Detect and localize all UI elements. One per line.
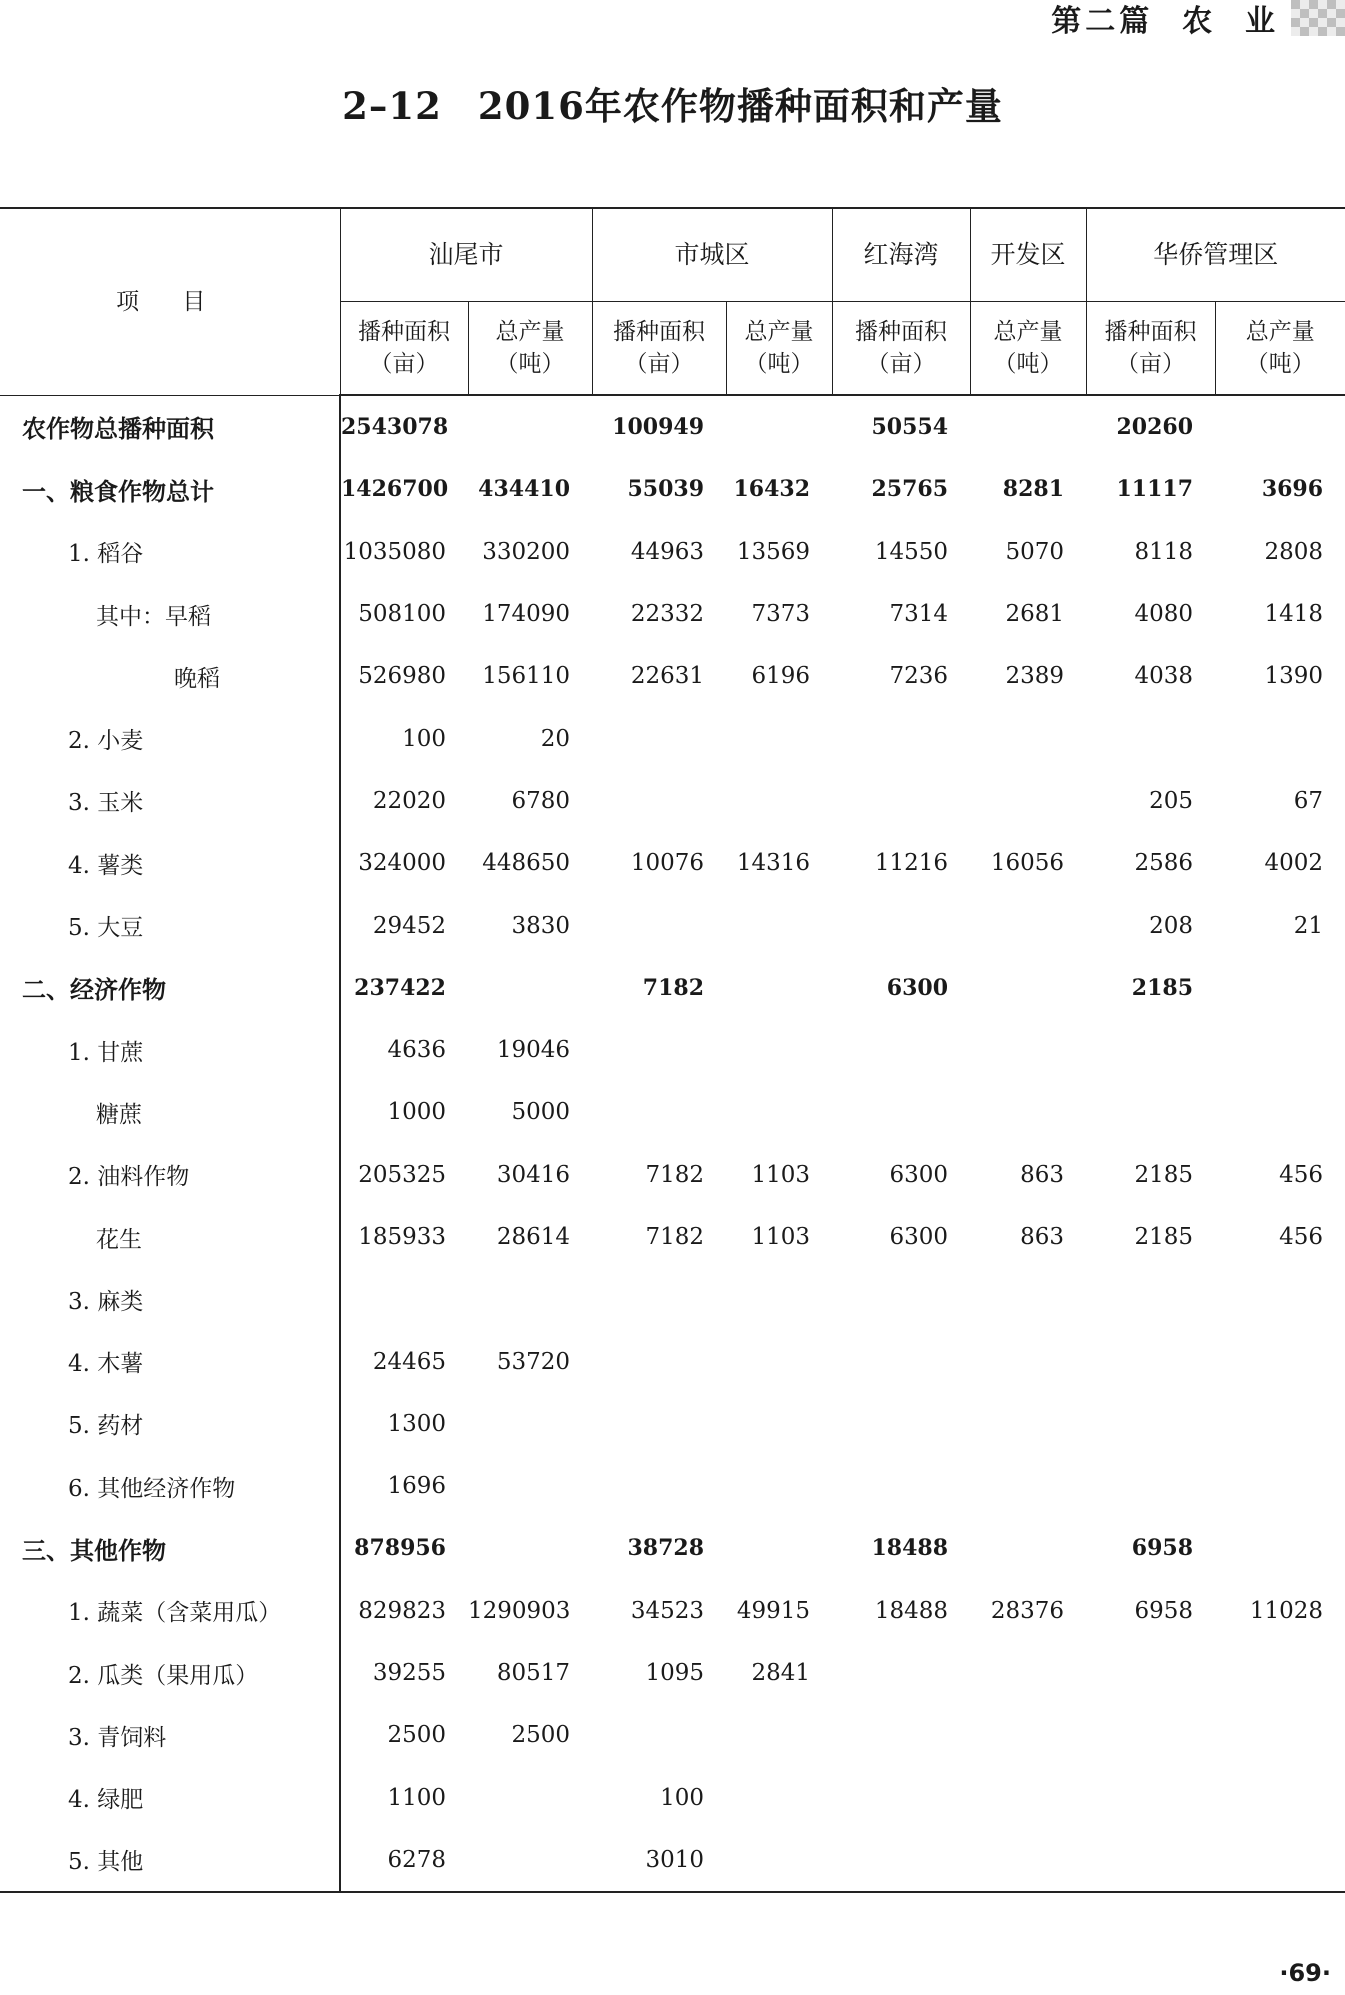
table-cell: 21 [1293, 912, 1324, 939]
table-cell: 30416 [496, 1161, 571, 1188]
table-cell [1086, 1642, 1215, 1704]
table-cell [832, 1455, 970, 1517]
table-cell: 1390 [1264, 663, 1324, 690]
table-cell [726, 1829, 832, 1892]
page-title [0, 76, 1345, 130]
table-row [0, 1019, 1345, 1081]
table-cell [468, 395, 592, 458]
table-cell: 13569 [736, 538, 811, 565]
table-cell: 20 [540, 725, 571, 752]
table-cell [592, 1455, 726, 1517]
table-cell: 4636 [387, 1037, 446, 1064]
table-cell: 185933 [358, 1224, 446, 1250]
table-title: 2016年农作物播种面积和产量 [477, 84, 1003, 128]
table-cell: 6278 [340, 1829, 468, 1892]
row-label: 4. 木薯 [0, 1330, 340, 1392]
table-row [0, 1767, 1345, 1829]
table-cell [832, 707, 970, 769]
table-cell: 29452 [372, 912, 446, 939]
table-cell: 863 [1020, 1224, 1065, 1250]
table-cell [1086, 1393, 1215, 1455]
table-cell: 205325 [358, 1161, 446, 1188]
table-cell [726, 1704, 832, 1766]
table-cell [832, 894, 970, 956]
page-number: ·69· [1279, 1959, 1331, 1987]
table-cell: 7182 [645, 1161, 705, 1188]
table-cell: 2185 [1134, 1161, 1194, 1188]
row-label: 2. 油料作物 [0, 1144, 340, 1206]
table-cell: 3830 [511, 912, 571, 939]
table-cell [970, 1642, 1086, 1704]
table-cell: 53720 [496, 1348, 571, 1375]
region-header-huaqiao: 华侨管理区 [1086, 208, 1345, 302]
table-cell: 1418 [1264, 601, 1324, 628]
table-cell [726, 957, 832, 1019]
table-cell [832, 1268, 970, 1330]
table-cell: 8118 [1134, 538, 1194, 565]
table-cell: 829823 [358, 1597, 446, 1624]
table-cell [1086, 1455, 1215, 1517]
table-cell [726, 1455, 832, 1517]
table-cell: 14316 [736, 850, 811, 877]
table-row [0, 1393, 1345, 1455]
subheader-area: 播种面积 （亩） [592, 302, 726, 396]
table-cell [1215, 957, 1345, 1019]
table-cell: 1000 [387, 1099, 446, 1126]
table-cell: 49915 [736, 1597, 811, 1624]
table-cell: 205 [1149, 787, 1194, 814]
table-cell [1086, 1330, 1215, 1392]
table-cell [970, 1081, 1086, 1143]
table-cell: 2500 [387, 1722, 446, 1749]
table-cell: 6780 [511, 787, 571, 814]
table-row [0, 1268, 1345, 1330]
table-cell [726, 894, 832, 956]
table-cell: 1095 [645, 1660, 705, 1687]
table-cell [1086, 707, 1215, 769]
table-cell [1215, 1081, 1345, 1143]
table-cell: 1300 [387, 1410, 446, 1437]
table-cell: 6958 [1134, 1597, 1194, 1624]
table-cell: 28376 [990, 1597, 1065, 1624]
row-label: 1. 甘蔗 [0, 1019, 340, 1081]
table-cell [1086, 1704, 1215, 1766]
table-cell [1215, 1268, 1345, 1330]
table-cell: 1290903 [468, 1597, 571, 1624]
table-cell: 50554 [871, 414, 949, 441]
table-cell: 67 [1293, 787, 1324, 814]
region-header-honghaiwan: 红海湾 [832, 208, 970, 302]
table-cell [592, 1704, 726, 1766]
row-label: 2. 小麦 [0, 707, 340, 769]
table-cell [970, 1393, 1086, 1455]
table-cell [726, 1330, 832, 1392]
subheader-output: 总产量 （吨） [970, 302, 1086, 396]
subheader-area: 播种面积 （亩） [832, 302, 970, 396]
table-cell [832, 1081, 970, 1143]
table-cell [592, 1019, 726, 1081]
table-cell: 39255 [372, 1660, 446, 1687]
table-cell: 18488 [871, 1535, 949, 1562]
table-cell [970, 770, 1086, 832]
table-cell: 28614 [496, 1224, 571, 1250]
row-label: 5. 药材 [0, 1393, 340, 1455]
table-cell [592, 894, 726, 956]
table-cell [468, 1517, 592, 1579]
table-cell: 11028 [1249, 1597, 1324, 1624]
table-cell: 6300 [889, 1161, 949, 1188]
table-row [0, 395, 1345, 458]
table-cell [468, 957, 592, 1019]
table-row [0, 707, 1345, 769]
table-cell [970, 1455, 1086, 1517]
table-cell: 7236 [889, 663, 949, 690]
table-cell: 19046 [496, 1037, 571, 1064]
table-cell: 508100 [358, 601, 446, 628]
table-cell: 22332 [630, 601, 705, 628]
table-cell [726, 1517, 832, 1579]
table-cell: 34523 [630, 1597, 705, 1624]
table-cell: 100949 [612, 414, 705, 441]
table-cell [1215, 1704, 1345, 1766]
table-cell: 7314 [889, 601, 949, 628]
table-cell: 2500 [511, 1722, 571, 1749]
table-cell: 3696 [1261, 476, 1324, 503]
table-cell: 2681 [1005, 601, 1065, 628]
table-cell: 22020 [372, 787, 446, 814]
table-cell [970, 894, 1086, 956]
table-cell [592, 1330, 726, 1392]
table-cell: 1426700 [341, 476, 449, 503]
table-row [0, 645, 1345, 707]
table-cell [468, 1767, 592, 1829]
table-cell: 6300 [889, 1224, 949, 1250]
table-cell [832, 1393, 970, 1455]
table-cell [1086, 1829, 1215, 1892]
table-cell: 24465 [372, 1348, 446, 1375]
item-column-header: 项 目 [0, 208, 340, 395]
table-cell [726, 770, 832, 832]
table-cell: 324000 [358, 850, 446, 877]
table-cell [1215, 1455, 1345, 1517]
table-cell: 2389 [1005, 663, 1065, 690]
table-cell [468, 1393, 592, 1455]
table-cell [340, 1268, 468, 1330]
region-header-kaifaqu: 开发区 [970, 208, 1086, 302]
table-cell: 174090 [482, 601, 571, 628]
table-cell [832, 770, 970, 832]
table-cell: 1035080 [343, 538, 446, 565]
table-cell: 44963 [630, 538, 705, 565]
table-cell: 25765 [871, 476, 949, 503]
table-cell: 2586 [1134, 850, 1194, 877]
table-cell [592, 1268, 726, 1330]
table-cell: 7182 [642, 974, 705, 1001]
table-row [0, 770, 1345, 832]
table-number: 2–12 [342, 84, 442, 128]
table-cell [1215, 1517, 1345, 1579]
table-cell: 55039 [627, 476, 705, 503]
table-cell: 1100 [387, 1784, 446, 1811]
table-cell: 208 [1149, 912, 1194, 939]
table-cell [468, 1268, 592, 1330]
table-cell: 4002 [1264, 850, 1324, 877]
table-cell: 100 [402, 725, 446, 752]
table-cell [726, 1081, 832, 1143]
table-cell [970, 1517, 1086, 1579]
table-cell: 100 [660, 1784, 705, 1811]
subheader-output: 总产量 （吨） [1215, 302, 1345, 396]
table-cell: 1103 [751, 1161, 811, 1188]
table-row [0, 1517, 1345, 1579]
table-cell [592, 1081, 726, 1143]
table-cell [468, 1829, 592, 1892]
subheader-area: 播种面积 （亩） [340, 302, 468, 396]
table-cell: 6300 [886, 974, 949, 1001]
table-row [0, 1206, 1345, 1268]
table-cell [1215, 1019, 1345, 1081]
table-cell: 20260 [1116, 414, 1194, 441]
row-label: 二、经济作物 [0, 957, 340, 1019]
table-cell: 2808 [1264, 538, 1324, 565]
table-cell [1086, 1767, 1215, 1829]
subheader-output: 总产量 （吨） [468, 302, 592, 396]
table-cell [726, 395, 832, 458]
row-label: 5. 其他 [0, 1829, 340, 1892]
row-label: 1. 蔬菜（含菜用瓜） [0, 1580, 340, 1642]
table-cell [1215, 395, 1345, 458]
table-cell [1086, 1081, 1215, 1143]
section-header [1051, 0, 1345, 39]
table-cell: 434410 [478, 476, 571, 503]
row-label: 1. 稻谷 [0, 521, 340, 583]
table-cell [726, 1019, 832, 1081]
table-cell [1215, 1642, 1345, 1704]
table-cell: 5070 [1005, 538, 1065, 565]
table-cell: 1103 [751, 1224, 811, 1250]
table-cell: 8281 [1002, 476, 1065, 503]
table-cell [1215, 1767, 1345, 1829]
table-row [0, 521, 1345, 583]
table-row [0, 1829, 1345, 1892]
table-cell [970, 1330, 1086, 1392]
table-cell [726, 1393, 832, 1455]
row-label: 三、其他作物 [0, 1517, 340, 1579]
table-row [0, 1580, 1345, 1642]
table-cell [1215, 1393, 1345, 1455]
subheader-area: 播种面积 （亩） [1086, 302, 1215, 396]
table-cell [1215, 1330, 1345, 1392]
table-cell [970, 1829, 1086, 1892]
table-row [0, 1704, 1345, 1766]
row-label: 4. 薯类 [0, 832, 340, 894]
table-cell [592, 707, 726, 769]
table-cell: 448650 [482, 850, 571, 877]
checker-pattern-icon [1291, 0, 1345, 36]
table-cell [970, 1767, 1086, 1829]
table-cell: 16056 [990, 850, 1065, 877]
table-cell: 16432 [733, 476, 811, 503]
table-cell: 5000 [511, 1099, 571, 1126]
table-cell: 456 [1279, 1224, 1324, 1250]
table-cell [468, 1455, 592, 1517]
row-label: 2. 瓜类（果用瓜） [0, 1642, 340, 1704]
row-label: 农作物总播种面积 [0, 395, 340, 458]
row-label: 糖蔗 [0, 1081, 340, 1143]
table-cell: 878956 [354, 1535, 446, 1562]
row-label: 6. 其他经济作物 [0, 1455, 340, 1517]
table-cell [592, 1393, 726, 1455]
table-cell: 18488 [874, 1597, 949, 1624]
table-body [0, 395, 1345, 1892]
table-cell: 1696 [387, 1473, 446, 1500]
table-cell [832, 1330, 970, 1392]
table-cell: 10076 [630, 850, 705, 877]
row-label: 3. 麻类 [0, 1268, 340, 1330]
table-cell [970, 1019, 1086, 1081]
table-cell [832, 1642, 970, 1704]
table-cell [592, 770, 726, 832]
table-cell: 2185 [1131, 974, 1194, 1001]
table-cell [726, 707, 832, 769]
table-cell: 3010 [592, 1829, 726, 1892]
subheader-output: 总产量 （吨） [726, 302, 832, 396]
section-title: 第二篇 农 业 [1051, 4, 1279, 39]
table-row [0, 894, 1345, 956]
table-cell: 330200 [482, 538, 571, 565]
table-cell: 237422 [354, 974, 446, 1001]
table-cell: 7182 [645, 1224, 705, 1250]
table-cell: 6196 [751, 663, 811, 690]
table-cell: 2185 [1134, 1224, 1194, 1250]
table-cell [970, 707, 1086, 769]
table-cell: 2841 [751, 1660, 811, 1687]
table-cell [1215, 1829, 1345, 1892]
table-cell: 14550 [874, 538, 949, 565]
table-cell [726, 1268, 832, 1330]
table-row [0, 1642, 1345, 1704]
row-label: 4. 绿肥 [0, 1767, 340, 1829]
table-cell [832, 1767, 970, 1829]
table-row [0, 832, 1345, 894]
row-label: 一、粮食作物总计 [0, 458, 340, 520]
region-header-shichengqu: 市城区 [592, 208, 832, 302]
table-cell [832, 1829, 970, 1892]
table-cell [970, 1268, 1086, 1330]
table-cell: 4080 [1134, 601, 1194, 628]
table-row [0, 1455, 1345, 1517]
table-cell: 38728 [627, 1535, 705, 1562]
table-cell: 6958 [1131, 1535, 1194, 1562]
table-cell: 456 [1279, 1161, 1324, 1188]
table-row [0, 1144, 1345, 1206]
row-label: 3. 玉米 [0, 770, 340, 832]
table-cell [832, 1704, 970, 1766]
row-label: 晚稻 [0, 645, 340, 707]
table-cell [1215, 707, 1345, 769]
table-cell: 80517 [496, 1660, 571, 1687]
table-cell: 11216 [874, 850, 949, 877]
table-cell: 4038 [1134, 663, 1194, 690]
table-row [0, 458, 1345, 520]
table-cell: 863 [1020, 1161, 1065, 1188]
table-cell [970, 395, 1086, 458]
table-cell: 11117 [1116, 476, 1194, 503]
table-cell [970, 1704, 1086, 1766]
row-label: 5. 大豆 [0, 894, 340, 956]
table-row [0, 1081, 1345, 1143]
table-row [0, 1330, 1345, 1392]
table-cell: 22631 [630, 663, 705, 690]
table-cell [1086, 1019, 1215, 1081]
statistics-table [0, 207, 1345, 1893]
table-cell: 7373 [751, 601, 811, 628]
table-cell [970, 957, 1086, 1019]
table-cell [726, 1767, 832, 1829]
table-cell: 2543078 [341, 414, 449, 441]
table-cell: 526980 [358, 663, 446, 690]
row-label: 花生 [0, 1206, 340, 1268]
region-header-shanwei: 汕尾市 [340, 208, 592, 302]
row-label: 其中：早稻 [0, 583, 340, 645]
table-cell [1086, 1268, 1215, 1330]
table-cell [832, 1019, 970, 1081]
table-cell: 156110 [482, 663, 571, 690]
row-label: 3. 青饲料 [0, 1704, 340, 1766]
table-row [0, 583, 1345, 645]
table-row [0, 957, 1345, 1019]
